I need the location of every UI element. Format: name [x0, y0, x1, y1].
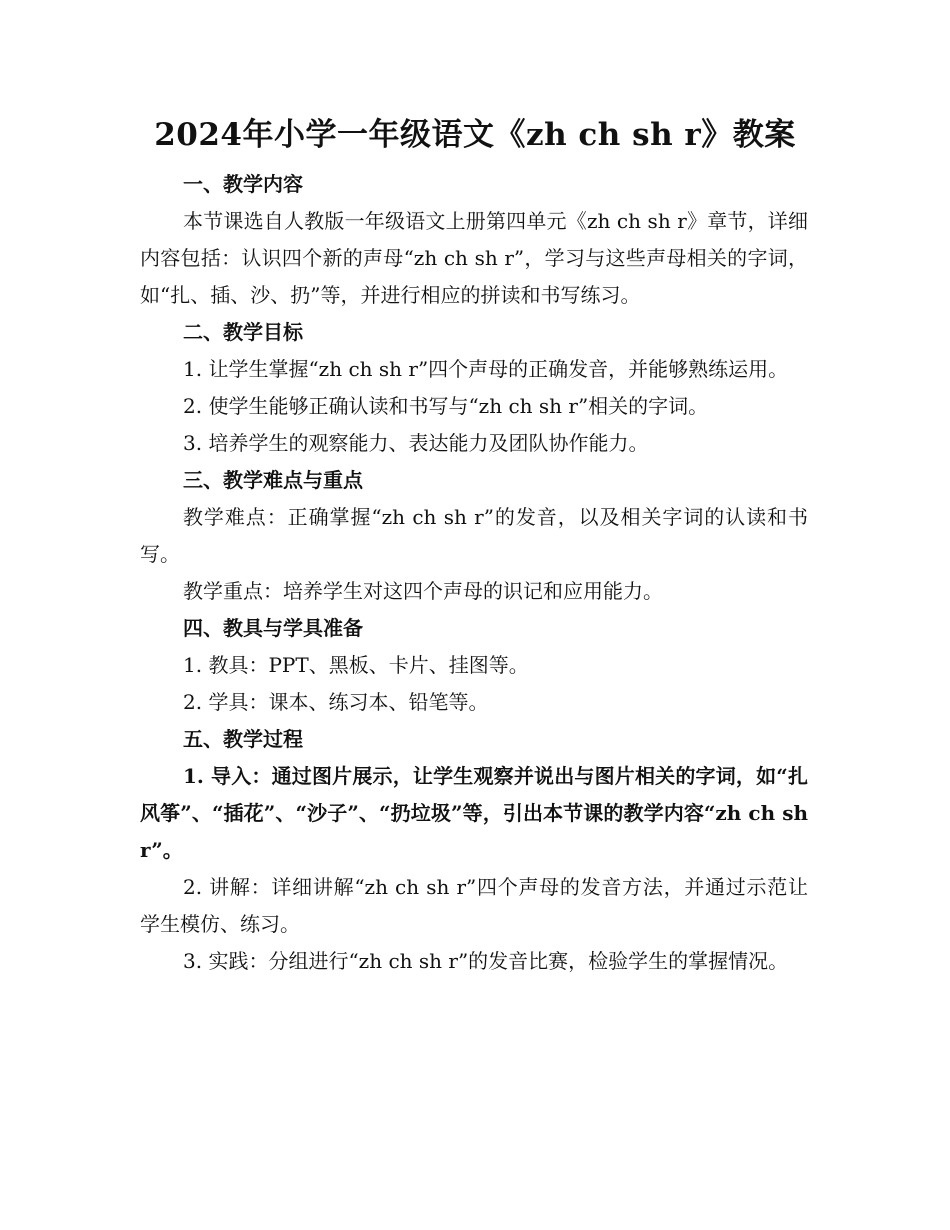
document-body — [140, 166, 808, 980]
section-heading: 一、教学内容 — [183, 172, 303, 196]
paragraph: 1. 教具：PPT、黑板、卡片、挂图等。 — [183, 653, 529, 677]
section-heading: 二、教学目标 — [183, 320, 303, 344]
paragraph: 3. 实践：分组进行“zh ch sh r”的发音比赛，检验学生的掌握情况。 — [183, 949, 789, 973]
section-heading: 五、教学过程 — [183, 727, 303, 751]
paragraph: 2. 使学生能够正确认读和书写与“zh ch sh r”相关的字词。 — [183, 394, 709, 418]
paragraph: 3. 培养学生的观察能力、表达能力及团队协作能力。 — [183, 431, 649, 455]
paragraph: 2. 学具：课本、练习本、铅笔等。 — [183, 690, 489, 714]
paragraph-emphasized: 1. 导入：通过图片展示，让学生观察并说出与图片相关的字词，如“扎风筝”、“插花”、“沙子”、“扔垃圾”等，引出本节课的教学内容“zh ch sh r”。 — [140, 764, 808, 862]
section-heading: 四、教具与学具准备 — [183, 616, 363, 640]
paragraph: 教学重点：培养学生对这四个声母的识记和应用能力。 — [183, 579, 663, 603]
section-heading: 三、教学难点与重点 — [183, 468, 363, 492]
paragraph: 本节课选自人教版一年级语文上册第四单元《zh ch sh r》章节，详细内容包括：认识四个新的声母“zh ch sh r”，学习与这些声母相关的字词，如“扎、插、沙、扔”等，并进行相应的拼读和书写练习。 — [140, 209, 808, 307]
paragraph: 1. 让学生掌握“zh ch sh r”四个声母的正确发音，并能够熟练运用。 — [183, 357, 789, 381]
document-title: 2024年小学一年级语文《zh ch sh r》教案 — [154, 117, 796, 153]
paragraph: 2. 讲解：详细讲解“zh ch sh r”四个声母的发音方法，并通过示范让学生模仿、练习。 — [140, 875, 808, 936]
paragraph: 教学难点：正确掌握“zh ch sh r”的发音，以及相关字词的认读和书写。 — [140, 505, 808, 566]
